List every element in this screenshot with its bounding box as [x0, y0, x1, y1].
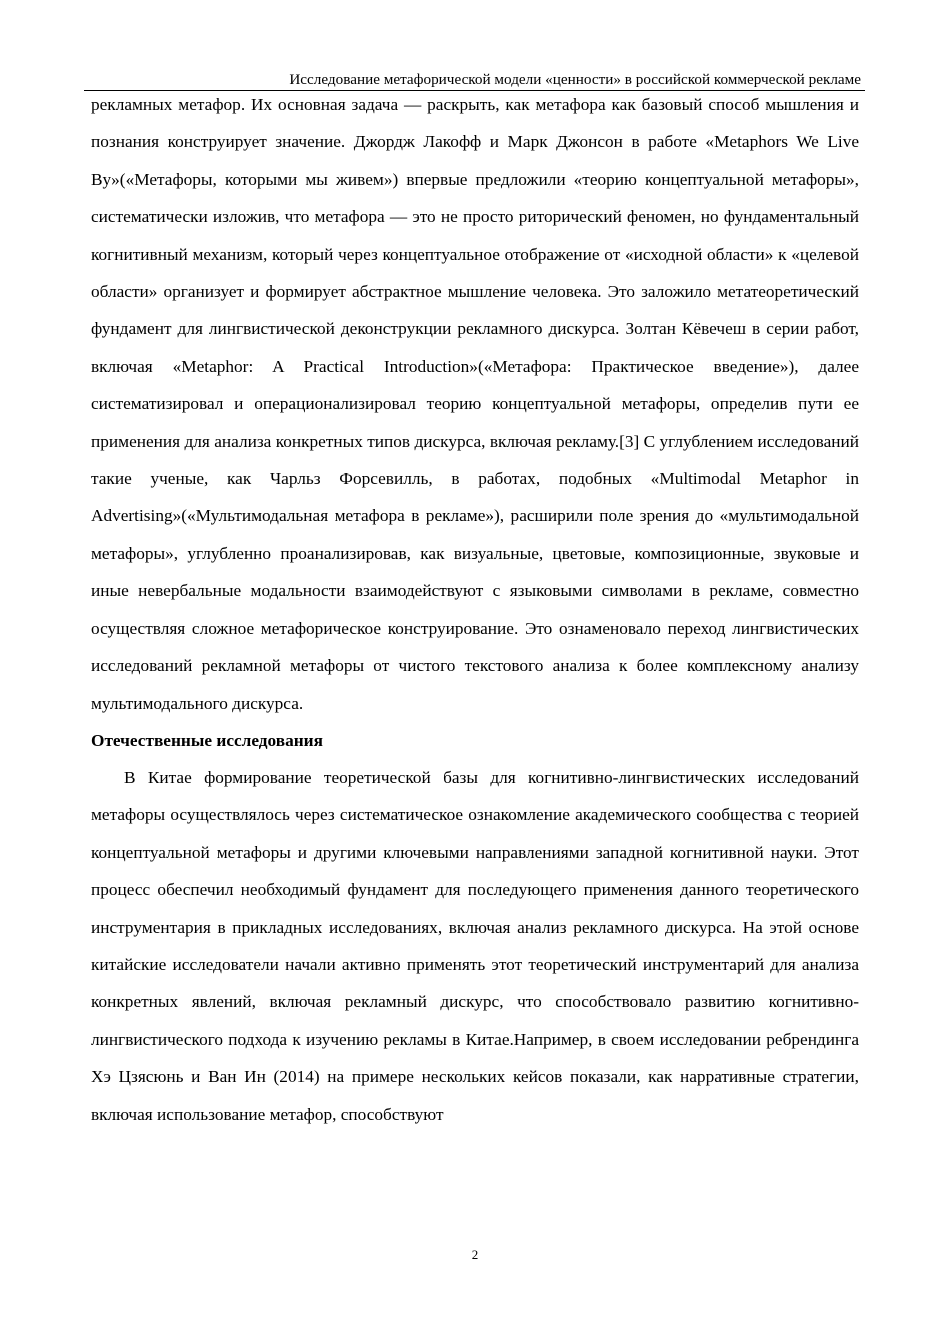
running-header: Исследование метафорической модели «ценности» в российской коммерческой рекламе: [289, 71, 861, 88]
body-text: [91, 86, 859, 1133]
page-number: 2: [471, 1247, 479, 1262]
paragraph: В Китае формирование теоретической базы для когнитивно-лингвистических исследований метафоры осуществлялось через систематическое ознакомление академического сообщества с теорией концептуальной метафоры и другими ключевыми направлениями западной когнитивной науки. Этот процесс обеспечил необходимый фундамент для последующего применения данного теоретического инструментария в прикладных исследованиях, включая анализ рекламного дискурса. На этой основе китайские исследователи начали активно применять этот теоретический инструментарий для анализа конкретных явлений, включая рекламный дискурс, что способствовало развитию когнитивно-лингвистического подхода к изучению рекламы в Китае.Например, в своем исследовании ребрендинга Хэ Цзясюнь и Ван Ин (2014) на примере нескольких кейсов показали, как нарративные стратегии, включая использование метафор, способствуют: [91, 767, 859, 1124]
paragraph: рекламных метафор. Их основная задача — раскрыть, как метафора как базовый способ мышления и познания конструирует значение. Джордж Лакофф и Марк Джонсон в работе «Metaphors We Live By»(«Метафоры, которыми мы живем») впервые предложили «теорию концептуальной метафоры», систематически изложив, что метафора — это не просто риторический феномен, но фундаментальный когнитивный механизм, который через концептуальное отображение от «исходной области» к «целевой области» организует и формирует абстрактное мышление человека. Это заложило метатеоретический фундамент для лингвистической деконструкции рекламного дискурса. Золтан Кёвечеш в серии работ, включая «Metaphor: A Practical Introduction»(«Метафора: Практическое введение»), далее систематизировал и операционализировал теорию концептуальной метафоры, определив пути ее применения для анализа конкретных типов дискурса, включая рекламу.[3] С углублением исследований такие ученые, как Чарльз Форсевилль, в работах, подобных «Multimodal Metaphor in Advertising»(«Мультимодальная метафора в рекламе»), расширили поле зрения до «мультимодальной метафоры», углубленно проанализировав, как визуальные, цветовые, композиционные, звуковые и иные невербальные модальности взаимодействуют с языковыми символами в рекламе, совместно осуществляя сложное метафорическое конструирование. Это ознаменовало переход лингвистических исследований рекламной метафоры от чистого текстового анализа к более комплексному анализу мультимодального дискурса.: [91, 95, 859, 713]
section-heading: Отечественные исследования: [91, 730, 323, 750]
